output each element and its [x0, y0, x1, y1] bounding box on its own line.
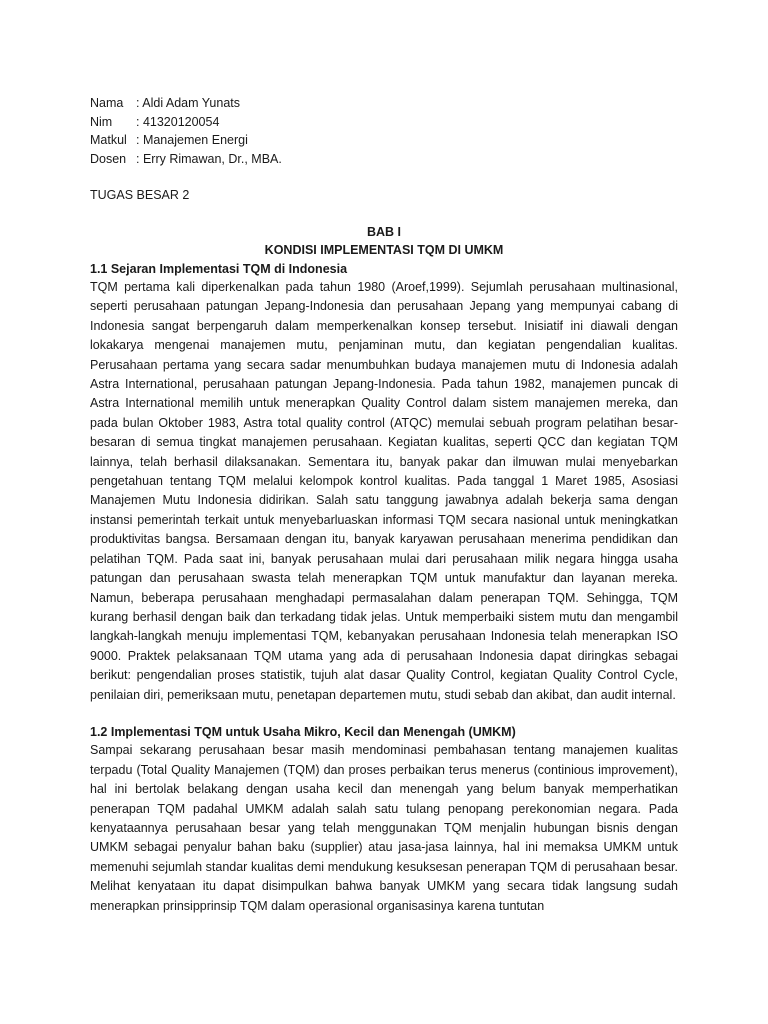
section-heading: 1.1 Sejaran Implementasi TQM di Indonesia — [90, 261, 348, 276]
student-info-value: : Manajemen Energi — [136, 133, 248, 147]
student-info — [90, 94, 678, 168]
student-info-row — [90, 113, 678, 132]
section-paragraph: TQM pertama kali diperkenalkan pada tahun 1980 (Aroef,1999). Sejumlah perusahaan multinasional, seperti perusahaan patungan Jepang-Indonesia dan perusahaan Jepang yang mempunyai cabang di Indonesia sangat berpengaruh dalam memperkenalkan konsep tersebut. Inisiatif ini diawali dengan lokakarya mengenai manajemen mutu, penjaminan mutu, dan kegiatan pengendalian kualitas. Perusahaan pertama yang secara sadar menumbuhkan budaya manajemen mutu di Indonesia adalah Astra International, perusahaan patungan Jepang-Indonesia. Pada tahun 1982, manajemen puncak di Astra International memilih untuk menerapkan Quality Control dalam sistem manajemen mereka, dan pada bulan Oktober 1983, Astra total quality control (ATQC) memulai sebuah program pelatihan besar-besaran di semua tingkat manajemen perusahaan. Kegiatan kualitas, seperti QCC dan kegiatan TQM lainnya, telah berhasil dilaksanakan. Sementara itu, banyak pakar dan ilmuwan mulai menyebarkan pengetahuan tentang TQM melalui kelompok kontrol kualitas. Pada tanggal 1 Maret 1985, Asosiasi Manajemen Mutu Indonesia didirikan. Salah satu tanggung jawabnya adalah bekerja sama dengan instansi pemerintah terkait untuk menyebarluaskan informasi TQM secara nasional untuk meningkatkan produktivitas bangsa. Bersamaan dengan itu, banyak karyawan perusahaan menerima pendidikan dan pelatihan TQM. Pada saat ini, banyak perusahaan mulai dari perusahaan milik negara hingga usaha patungan dan perusahaan swasta telah menerapkan TQM untuk manufaktur dan layanan mereka. Namun, beberapa perusahaan menghadapi permasalahan dalam penerapan TQM. Sehingga, TQM kurang berhasil dengan baik dan terkadang tidak jelas. Untuk memperbaiki sistem mutu dan mengambil langkah-langkah menuju implementasi TQM, kebanyakan perusahaan Indonesia telah menerapkan ISO 9000. Praktek pelaksanaan TQM utama yang ada di perusahaan Indonesia dapat diringkas sebagai berikut: pengendalian proses statistik, tujuh alat dasar Quality Control, kegiatan Quality Control Cycle, penilaian diri, pemeriksaan mutu, penetapan departemen mutu, studi sebab dan akibat, dan audit internal. — [90, 280, 678, 702]
section-spacer — [90, 705, 678, 723]
student-info-label: Matkul — [90, 133, 127, 147]
student-info-value: : Aldi Adam Yunats — [136, 96, 241, 110]
student-info-value: : Erry Rimawan, Dr., MBA. — [136, 151, 282, 166]
student-info-row — [90, 131, 678, 150]
assignment-title: TUGAS BESAR 2 — [90, 188, 190, 202]
section-heading: 1.2 Implementasi TQM untuk Usaha Mikro, Kecil dan Menengah (UMKM) — [90, 724, 516, 739]
student-info-row — [90, 94, 678, 113]
student-info-label: Dosen — [90, 151, 127, 166]
document-content — [90, 94, 678, 916]
chapter-title: KONDISI IMPLEMENTASI TQM DI UMKM — [264, 243, 504, 257]
student-info-label: Nim — [90, 114, 113, 129]
student-info-row — [90, 150, 678, 169]
student-info-label: Nama — [90, 96, 124, 110]
chapter-number: BAB I — [366, 224, 402, 239]
student-info-value: : 41320120054 — [136, 114, 220, 129]
section-paragraph: Sampai sekarang perusahaan besar masih mendominasi pembahasan tentang manajemen kualitas terpadu (Total Quality Manajemen (TQM) dan proses perbaikan terus menerus (continious improvement), hal ini bertolak belakang dengan usaha kecil dan menengah yang belum banyak memperhatikan penerapan TQM padahal UMKM adalah salah satu tulang penopang perekonomian negara. Pada kenyataannya perusahaan besar yang telah menggunakan TQM menjalin hubungan bisnis dengan UMKM sebagai penyalur bahan baku (supplier) atau jasa-jasa lainnya, hal ini memaksa UMKM untuk memenuhi sejumlah standar kualitas demi mendukung kesuksesan penerapan TQM di perusahaan besar. Melihat kenyataan itu dapat disimpulkan bahwa banyak UMKM yang secara tidak langsung sudah menerapkan prinsipprinsip TQM dalam operasional organisasinya karena tuntutan — [90, 743, 678, 913]
